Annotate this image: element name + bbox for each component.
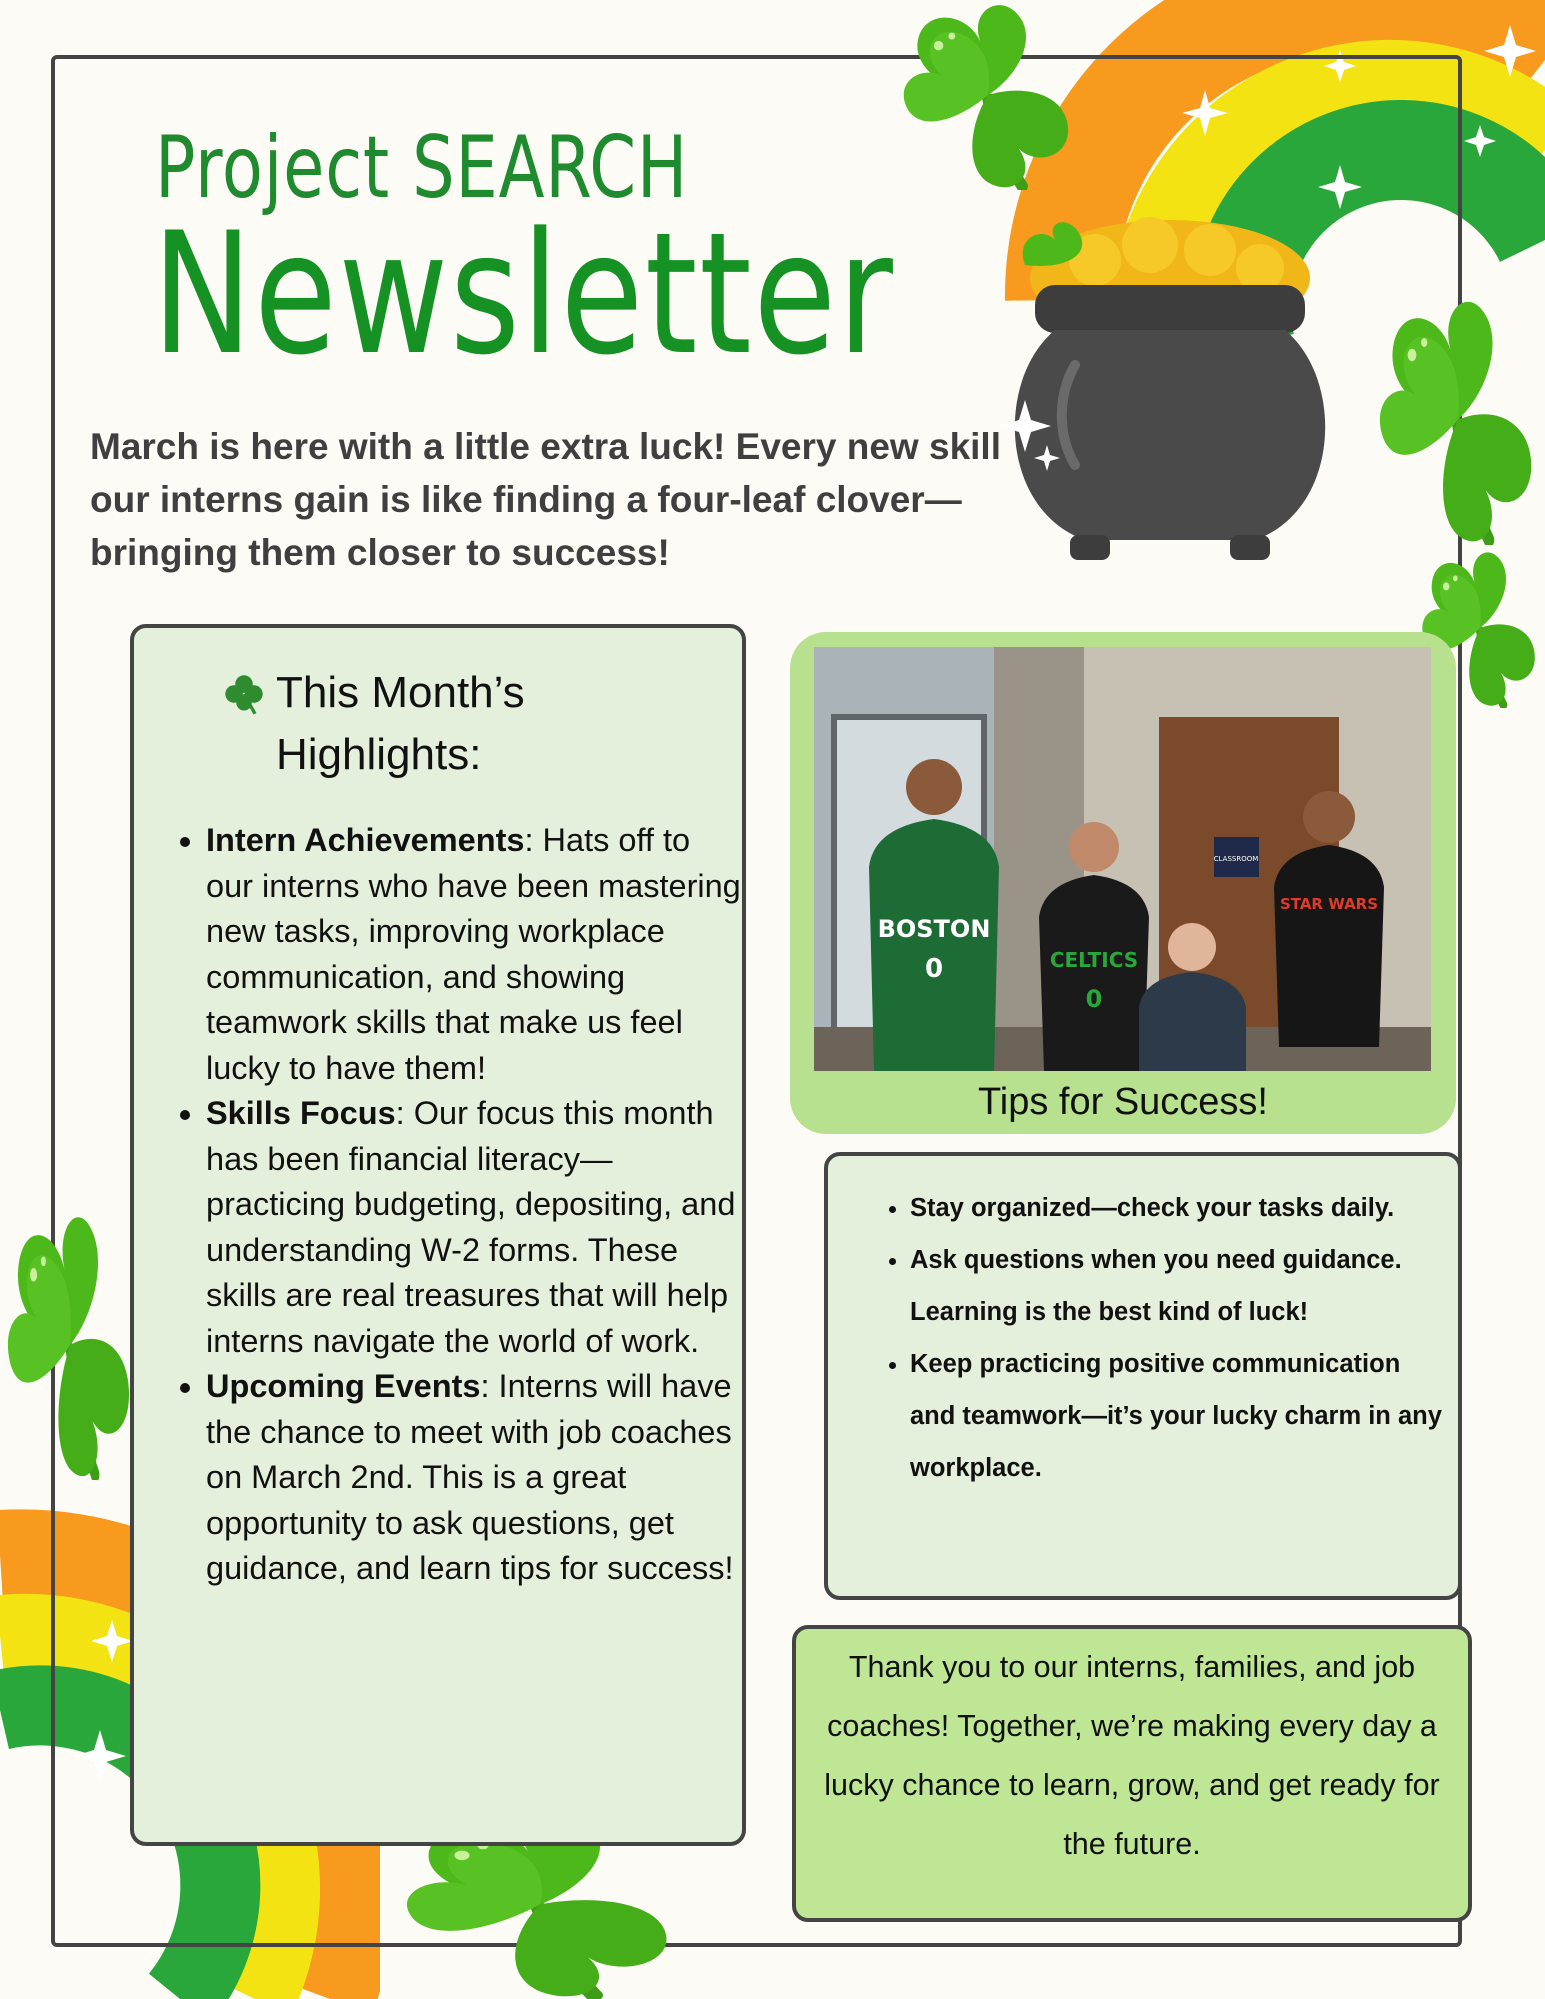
jersey-1-number: 0 <box>924 954 944 984</box>
highlight-text: : Hats off to our interns who have been mastering new tasks, improving workplace communication, and showing teamwork skills that make us feel lucky to have them! <box>206 822 741 1086</box>
clover-right-upper-icon <box>1370 295 1545 545</box>
door-sign: CLASSROOM <box>1213 855 1259 863</box>
pot-of-gold-icon <box>985 200 1355 570</box>
list-item: • Keep practicing positive communication and teamwork—it’s your lucky charm in any workplace. <box>910 1338 1450 1494</box>
highlights-list <box>168 818 746 1592</box>
clover-top-icon <box>888 0 1088 190</box>
newsletter-title: Newsletter <box>152 196 895 392</box>
jersey-1-text: BOSTON <box>877 915 991 943</box>
highlights-panel <box>130 624 746 1846</box>
intern-group-photo-illustration <box>814 647 1431 1071</box>
list-item <box>206 818 746 1091</box>
shirt-text: STAR WARS <box>1279 895 1379 913</box>
jersey-2-number: 0 <box>1085 985 1103 1013</box>
clover-bullet-icon <box>222 672 266 716</box>
highlight-label: Upcoming Events <box>206 1368 481 1404</box>
newsletter-subtitle: Project SEARCH <box>155 118 689 218</box>
highlight-label: Intern Achievements <box>206 822 525 858</box>
highlights-heading-line2: Highlights: <box>276 730 482 779</box>
highlight-label: Skills Focus <box>206 1095 396 1131</box>
intern-group-photo <box>814 647 1431 1071</box>
highlight-text: : Our focus this month has been financial literacy—practicing budgeting, depositing, and understanding W-2 forms. These skills are real treasures that will help interns navigate the world of work. <box>206 1095 736 1359</box>
photo-caption: Tips for Success! <box>977 1081 1268 1123</box>
intro-text: March is here with a little extra luck! Every new skill our interns gain is like finding a four-leaf clover—bringing them closer to success! <box>90 426 1001 573</box>
photo-frame <box>790 632 1456 1134</box>
tips-panel <box>824 1152 1462 1600</box>
tips-list <box>868 1182 1450 1494</box>
list-item <box>206 1364 746 1592</box>
jersey-2-text: CELTICS <box>1049 948 1139 972</box>
list-item: • Stay organized—check your tasks daily. <box>910 1182 1450 1234</box>
clover-left-icon <box>0 1210 140 1480</box>
highlights-heading-line1: This Month’s <box>276 668 525 717</box>
list-item <box>206 1091 746 1364</box>
list-item: • Ask questions when you need guidance. Learning is the best kind of luck! <box>910 1234 1450 1338</box>
highlight-text: : Interns will have the chance to meet with job coaches on March 2nd. This is a great opportunity to ask questions, get guidance, and learn tips for success! <box>206 1368 734 1586</box>
thanks-panel: Thank you to our interns, families, and job coaches! Together, we’re making every day a lucky chance to learn, grow, and get ready for the future. <box>792 1625 1472 1922</box>
